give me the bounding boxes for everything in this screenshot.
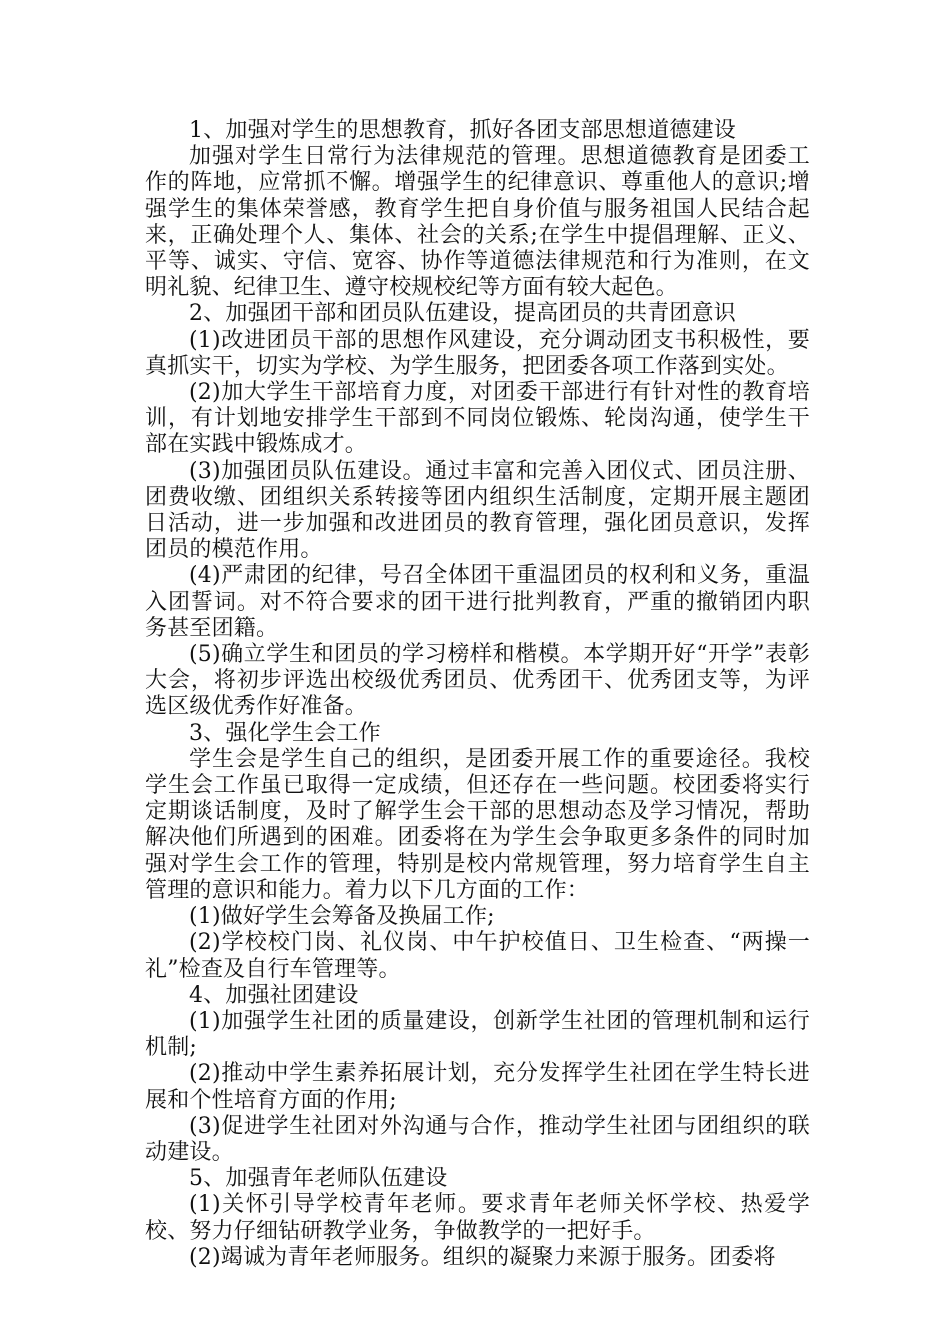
section-heading-5: 5、加强青年老师队伍建设 (189, 1166, 448, 1192)
list-item-paragraph: (3)促进学生社团对外沟通与合作，推动学生社团与团组织的联动建设。 (145, 1113, 810, 1165)
list-item-paragraph: (2)推动中学生素养拓展计划，充分发挥学生社团在学生特长进展和个性培育方面的作用; (145, 1061, 810, 1113)
list-item-paragraph: (1)加强学生社团的质量建设，创新学生社团的管理机制和运行机制; (145, 1008, 810, 1061)
list-item-paragraph: (1)改进团员干部的思想作风建设，充分调动团支书积极性，要真抓实干，切实为学校、为学生服务，把团委各项工作落到实处。 (145, 327, 810, 379)
list-item-paragraph: (2)竭诚为青年老师服务。组织的凝聚力来源于服务。团委将 (189, 1244, 776, 1270)
list-item-paragraph: (5)确立学生和团员的学习榜样和楷模。本学期开好“开学”表彰大会，将初步评选出校级优秀团员、优秀团干、优秀团支等，为评选区级优秀作好准备。 (145, 642, 810, 720)
list-item-paragraph: (1)关怀引导学校青年老师。要求青年老师关怀学校、热爱学校、努力仔细钻研教学业务，争做教学的一把好手。 (145, 1192, 810, 1244)
list-item-paragraph: (2)学校校门岗、礼仪岗、中午护校值日、卫生检查、“两操一礼”检查及自行车管理等。 (145, 930, 810, 982)
section-heading-2: 2、加强团干部和团员队伍建设，提高团员的共青团意识 (189, 301, 736, 327)
section-heading-3: 3、强化学生会工作 (189, 720, 381, 746)
body-paragraph: 加强对学生日常行为法律规范的管理。思想道德教育是团委工作的阵地，应常抓不懈。增强学生的纪律意识、尊重他人的意识;增强学生的集体荣誉感，教育学生把自身价值与服务祖国人民结合起来，正确处理个人、集体、社会的关系;在学生中提倡理解、正义、平等、诚实、守信、宽容、协作等道德法律规范和行为准则，在文明礼貌、纪律卫生、遵守校规校纪等方面有较大起色。 (145, 144, 810, 301)
list-item-paragraph: (3)加强团员队伍建设。通过丰富和完善入团仪式、团员注册、团费收缴、团组织关系转接等团内组织生活制度，定期开展主题团日活动，进一步加强和改进团员的教育管理，强化团员意识，发挥团员的模范作用。 (145, 458, 810, 563)
list-item-paragraph: (1)做好学生会筹备及换届工作; (189, 904, 495, 930)
document-page (145, 118, 810, 1271)
body-paragraph: 学生会是学生自己的组织，是团委开展工作的重要途径。我校学生会工作虽已取得一定成绩，但还存在一些问题。校团委将实行定期谈话制度，及时了解学生会干部的思想动态及学习情况，帮助解决他们所遇到的困难。团委将在为学生会争取更多条件的同时加强对学生会工作的管理，特别是校内常规管理，努力培育学生自主管理的意识和能力。着力以下几方面的工作： (145, 746, 810, 903)
section-heading-4: 4、加强社团建设 (189, 982, 359, 1008)
section-heading-1: 1、加强对学生的思想教育，抓好各团支部思想道德建设 (189, 118, 736, 143)
list-item-paragraph: (4)严肃团的纪律，号召全体团干重温团员的权利和义务，重温入团誓词。对不符合要求的团干进行批判教育，严重的撤销团内职务甚至团籍。 (145, 563, 810, 641)
list-item-paragraph: (2)加大学生干部培育力度，对团委干部进行有针对性的教育培训，有计划地安排学生干部到不同岗位锻炼、轮岗沟通，使学生干部在实践中锻炼成才。 (145, 380, 810, 458)
